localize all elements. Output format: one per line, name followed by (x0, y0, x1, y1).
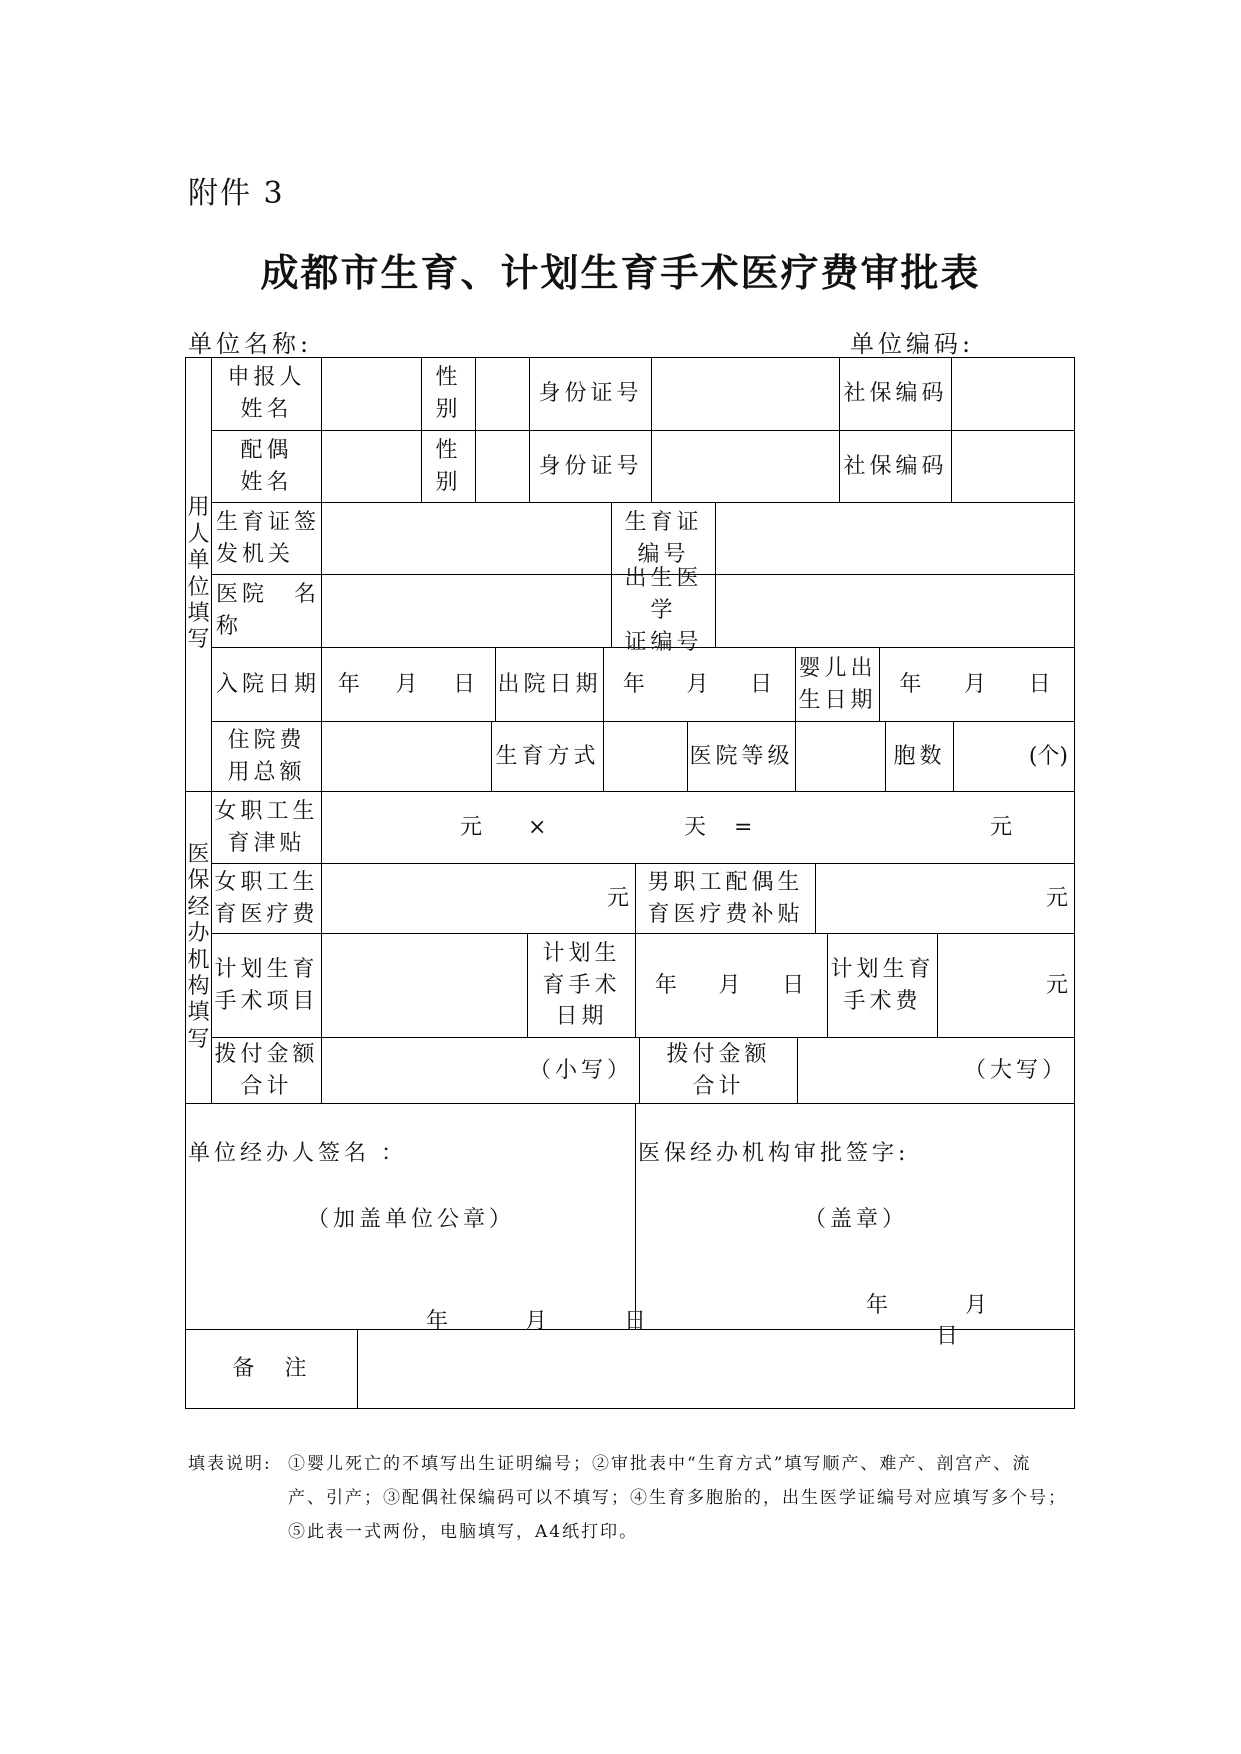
instructions-text: ①婴儿死亡的不填写出生证明编号；②审批表中“生育方式”填写顺产、难产、剖宫产、流产、引产；③配偶社保编码可以不填写；④生育多胞胎的，出生医学证编号对应填写多个号；⑤此表一式两份，电脑填写，A4纸打印。 (288, 1454, 1067, 1542)
spouse-si-code-field[interactable] (952, 431, 1074, 503)
side-label-employer: 用 人 单 位 填 写 (186, 358, 212, 792)
applicant-id-label: 身份证号 (530, 358, 652, 431)
equals-text: = (734, 814, 757, 840)
year-text: 年 (622, 671, 649, 697)
discharge-date-label: 出院日期 (496, 648, 604, 722)
insurance-signature-box[interactable] (636, 1104, 1074, 1330)
birth-cert-authority-field[interactable] (322, 503, 612, 575)
payment-total-lowercase-field[interactable]: （小写） (322, 1038, 640, 1104)
remarks-field[interactable] (358, 1330, 1074, 1408)
hospital-name-field[interactable] (322, 575, 612, 648)
page-title: 成都市生育、计划生育手术医疗费审批表 (260, 250, 981, 295)
hospital-name-label: 医院 名 称 (212, 575, 322, 648)
applicant-si-code-label: 社保编码 (840, 358, 952, 431)
family-planning-item-field[interactable] (322, 934, 528, 1038)
year-text: 年 (337, 671, 364, 697)
instructions-label: 填表说明: (188, 1454, 272, 1474)
applicant-gender-label: 性 别 (422, 358, 476, 431)
baby-birth-date-field[interactable] (880, 648, 1074, 722)
day-text: 日 (936, 1324, 959, 1349)
days-text: 天 (684, 814, 711, 840)
female-medical-fee-label: 女职工生 育医疗费 (212, 864, 322, 934)
unit-code-label: 单位编码: (850, 330, 975, 358)
year-text: 年 (426, 1309, 449, 1334)
times-text: × (528, 814, 551, 840)
admission-date-label: 入院日期 (212, 648, 322, 722)
year-text: 年 (866, 1293, 889, 1318)
applicant-name-field[interactable] (322, 358, 422, 431)
applicant-id-field[interactable] (652, 358, 840, 431)
admission-date-field[interactable] (322, 648, 496, 722)
year-text: 年 (654, 972, 681, 998)
applicant-si-code-field[interactable] (952, 358, 1074, 431)
remarks-label: 备 注 (186, 1330, 358, 1408)
family-planning-date-field[interactable] (636, 934, 828, 1038)
discharge-date-field[interactable] (604, 648, 796, 722)
spouse-id-label: 身份证号 (530, 431, 652, 503)
day-text: 日 (624, 1309, 647, 1334)
day-text: 日 (750, 671, 777, 697)
side-label-insurance: 医 保 经 办 机 构 填 写 (186, 792, 212, 1104)
approval-table (185, 357, 1075, 1409)
family-planning-fee-label: 计划生育 手术费 (828, 934, 938, 1038)
insurance-signature-title: 医保经办机构审批签字: (638, 1141, 910, 1166)
day-text: 日 (782, 972, 809, 998)
employer-signature-box[interactable] (186, 1104, 636, 1330)
delivery-method-label: 生育方式 (492, 722, 604, 792)
payment-total-uppercase-field[interactable]: （大写） (798, 1038, 1074, 1104)
family-planning-item-label: 计划生育 手术项目 (212, 934, 322, 1038)
year-text: 年 (899, 671, 926, 697)
male-spouse-subsidy-label: 男职工配偶生 育医疗费补贴 (636, 864, 816, 934)
month-text: 月 (686, 671, 713, 697)
month-text: 月 (395, 671, 422, 697)
month-text: 月 (525, 1309, 548, 1334)
month-text: 月 (965, 1293, 988, 1318)
spouse-name-field[interactable] (322, 431, 422, 503)
yuan-text: 元 (990, 814, 1017, 840)
fetus-count-field[interactable]: (个) (954, 722, 1074, 792)
applicant-name-label: 申报人 姓名 (212, 358, 322, 431)
birth-medical-cert-label: 出生医学 证编号 (612, 575, 716, 648)
hospital-total-cost-field[interactable] (322, 722, 492, 792)
employer-signature-title: 单位经办人签名 ： (188, 1141, 407, 1166)
month-text: 月 (718, 972, 745, 998)
delivery-method-field[interactable] (604, 722, 688, 792)
spouse-gender-field[interactable] (476, 431, 530, 503)
yuan-text: 元 (460, 814, 487, 840)
birth-cert-number-field[interactable] (716, 503, 1074, 575)
baby-birth-date-label: 婴儿出 生日期 (796, 648, 880, 722)
spouse-name-label: 配偶 姓名 (212, 431, 322, 503)
birth-cert-authority-label: 生育证签 发机关 (212, 503, 322, 575)
day-text: 日 (1028, 671, 1055, 697)
female-medical-fee-field[interactable]: 元 (322, 864, 636, 934)
family-planning-fee-field[interactable]: 元 (938, 934, 1074, 1038)
day-text: 日 (453, 671, 480, 697)
hospital-level-label: 医院等级 (688, 722, 796, 792)
month-text: 月 (963, 671, 990, 697)
male-spouse-subsidy-field[interactable]: 元 (816, 864, 1074, 934)
insurance-seal-text: （盖章） (803, 1207, 908, 1232)
birth-medical-cert-field[interactable] (716, 575, 1074, 648)
attachment-label: 附件 3 (188, 176, 285, 211)
spouse-gender-label: 性 别 (422, 431, 476, 503)
maternity-allowance-field[interactable] (322, 792, 1074, 864)
hospital-level-field[interactable] (796, 722, 886, 792)
unit-name-label: 单位名称: (188, 330, 313, 358)
applicant-gender-field[interactable] (476, 358, 530, 431)
payment-total-label-2: 拨付金额 合计 (640, 1038, 798, 1104)
spouse-si-code-label: 社保编码 (840, 431, 952, 503)
spouse-id-field[interactable] (652, 431, 840, 503)
hospital-total-cost-label: 住院费 用总额 (212, 722, 322, 792)
employer-seal-text: （加盖单位公章） (306, 1207, 515, 1232)
payment-total-label: 拨付金额 合计 (212, 1038, 322, 1104)
family-planning-date-label: 计划生 育手术 日期 (528, 934, 636, 1038)
birth-cert-number-label: 生育证 编号 (612, 503, 716, 575)
fetus-count-label: 胞数 (886, 722, 954, 792)
maternity-allowance-label: 女职工生 育津贴 (212, 792, 322, 864)
